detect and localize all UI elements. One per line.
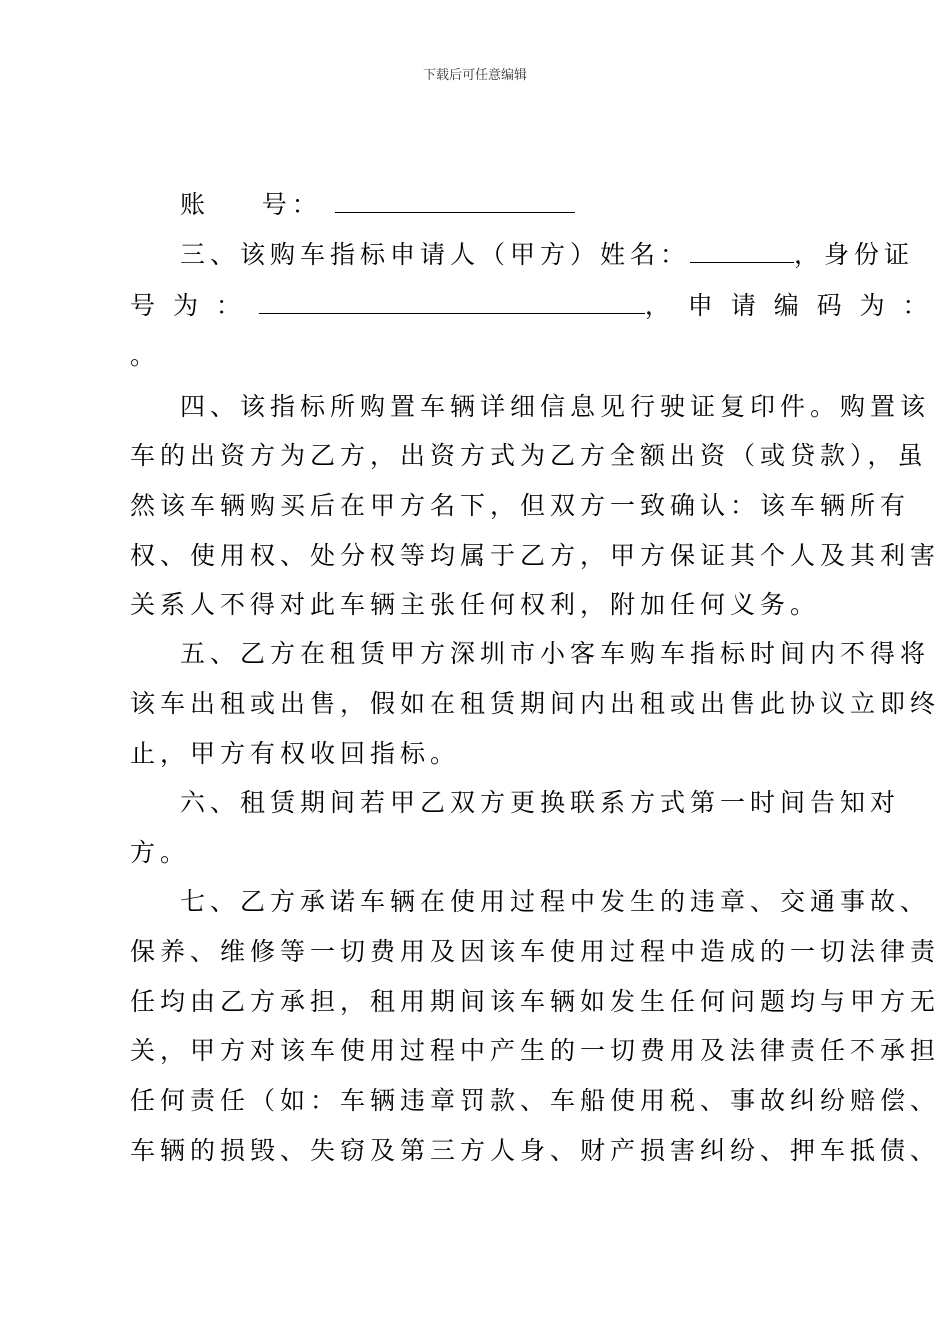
account-line [180, 186, 575, 223]
section4-line: 然该车辆购买后在甲方名下，但双方一致确认：该车辆所有 [130, 491, 911, 520]
section4-line: 四、该指标所购置车辆详细信息见行驶证复印件。购置该 [180, 392, 931, 421]
section7-line: 关，甲方对该车使用过程中产生的一切费用及法律责任不承担 [130, 1036, 941, 1065]
section5-line: 五、乙方在租赁甲方深圳市小客车购车指标时间内不得将 [180, 639, 931, 668]
name-blank [690, 236, 794, 263]
section7-line: 保养、维修等一切费用及因该车使用过程中造成的一切法律责 [130, 937, 941, 966]
account-label: 账 号： [180, 190, 322, 219]
section3-line1 [180, 236, 914, 273]
id-number-blank [259, 287, 645, 314]
section6-line: 方。 [130, 838, 191, 867]
section7-line: 任何责任（如：车辆违章罚款、车船使用税、事故纠纷赔偿、 [130, 1086, 941, 1115]
section7-line: 七、乙方承诺车辆在使用过程中发生的违章、交通事故、 [180, 887, 931, 916]
section3-line2-prefix: 号 为 ： [130, 291, 246, 320]
section5-line: 该车出租或出售，假如在租赁期间内出租或出售此协议立即终 [130, 689, 941, 718]
section4-line: 关系人不得对此车辆主张任何权利，附加任何义务。 [130, 590, 821, 619]
page-header: 下载后可任意编辑 [422, 68, 527, 83]
section6-line: 六、租赁期间若甲乙双方更换联系方式第一时间告知对 [180, 788, 901, 817]
section7-line: 车辆的损毁、失窃及第三方人身、财产损害纠纷、押车抵债、 [130, 1136, 941, 1165]
section3-line1-suffix: ，身份证 [794, 240, 915, 269]
section4-line: 权、使用权、处分权等均属于乙方，甲方保证其个人及其利害 [130, 541, 941, 570]
section3-line2-suffix: ， 申 请 编 码 为 ： [644, 291, 933, 320]
section3-line3: 。 [130, 341, 161, 370]
section7-line: 任均由乙方承担，租用期间该车辆如发生任何问题均与甲方无 [130, 987, 941, 1016]
section4-line: 车的出资方为乙方，出资方式为乙方全额出资（或贷款），虽 [130, 441, 928, 470]
section5-line: 止，甲方有权收回指标。 [130, 739, 461, 768]
section3-line2 [130, 287, 933, 324]
section3-line1-prefix: 三、该购车指标申请人（甲方）姓名： [180, 240, 691, 269]
account-blank [335, 186, 575, 213]
